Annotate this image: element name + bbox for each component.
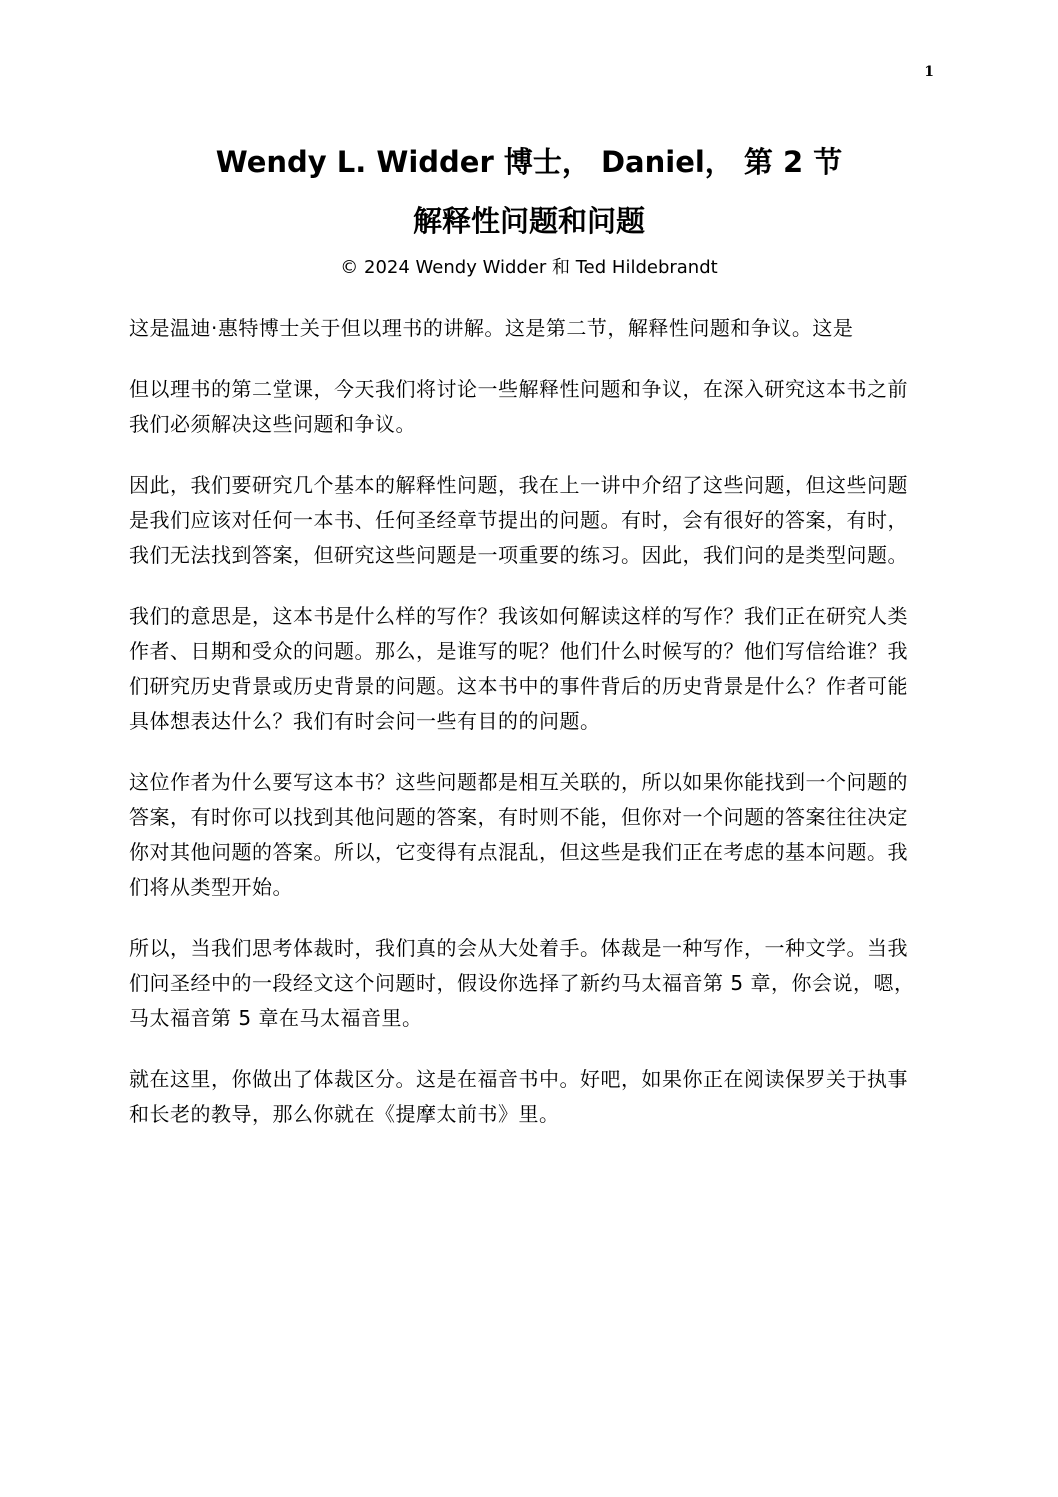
paragraph: 但以理书的第二堂课，今天我们将讨论一些解释性问题和争议，在深入研究这本书之前我们必须解决这些问题和争议。	[129, 377, 908, 436]
paragraph: 我们的意思是，这本书是什么样的写作？我该如何解读这样的写作？我们正在研究人类作者、日期和受众的问题。那么，是谁写的呢？他们什么时候写的？他们写信给谁？我们研究历史背景或历史背景的问题。这本书中的事件背后的历史背景是什么？作者可能具体想表达什么？我们有时会问一些有目的的问题。	[129, 604, 908, 733]
paragraph: 所以，当我们思考体裁时，我们真的会从大处着手。体裁是一种写作，一种文学。当我们问圣经中的一段经文这个问题时，假设你选择了新约马太福音第 5 章，你会说，嗯，马太福音第 5 章在马太福音里。	[129, 936, 915, 1030]
copyright-line: © 2024 Wendy Widder 和 Ted Hildebrandt	[340, 257, 718, 278]
document-subtitle: 解释性问题和问题	[412, 204, 645, 238]
paragraph: 这是温迪·惠特博士关于但以理书的讲解。这是第二节，解释性问题和争议。这是	[129, 316, 854, 340]
document-title: Wendy L. Widder 博士， Daniel， 第 2 节	[215, 145, 843, 179]
paragraph: 就在这里，你做出了体裁区分。这是在福音书中。好吧，如果你正在阅读保罗关于执事和长老的教导，那么你就在《提摩太前书》里。	[129, 1067, 908, 1126]
paragraph: 这位作者为什么要写这本书？这些问题都是相互关联的，所以如果你能找到一个问题的答案，有时你可以找到其他问题的答案，有时则不能，但你对一个问题的答案往往决定你对其他问题的答案。所以，它变得有点混乱，但这些是我们正在考虑的基本问题。我们将从类型开始。	[129, 770, 908, 899]
page-number: 1	[924, 64, 934, 80]
paragraph: 因此，我们要研究几个基本的解释性问题，我在上一讲中介绍了这些问题，但这些问题是我们应该对任何一本书、任何圣经章节提出的问题。有时，会有很好的答案，有时，我们无法找到答案，但研究这些问题是一项重要的练习。因此，我们问的是类型问题。	[129, 473, 908, 567]
document-body	[129, 311, 921, 1158]
